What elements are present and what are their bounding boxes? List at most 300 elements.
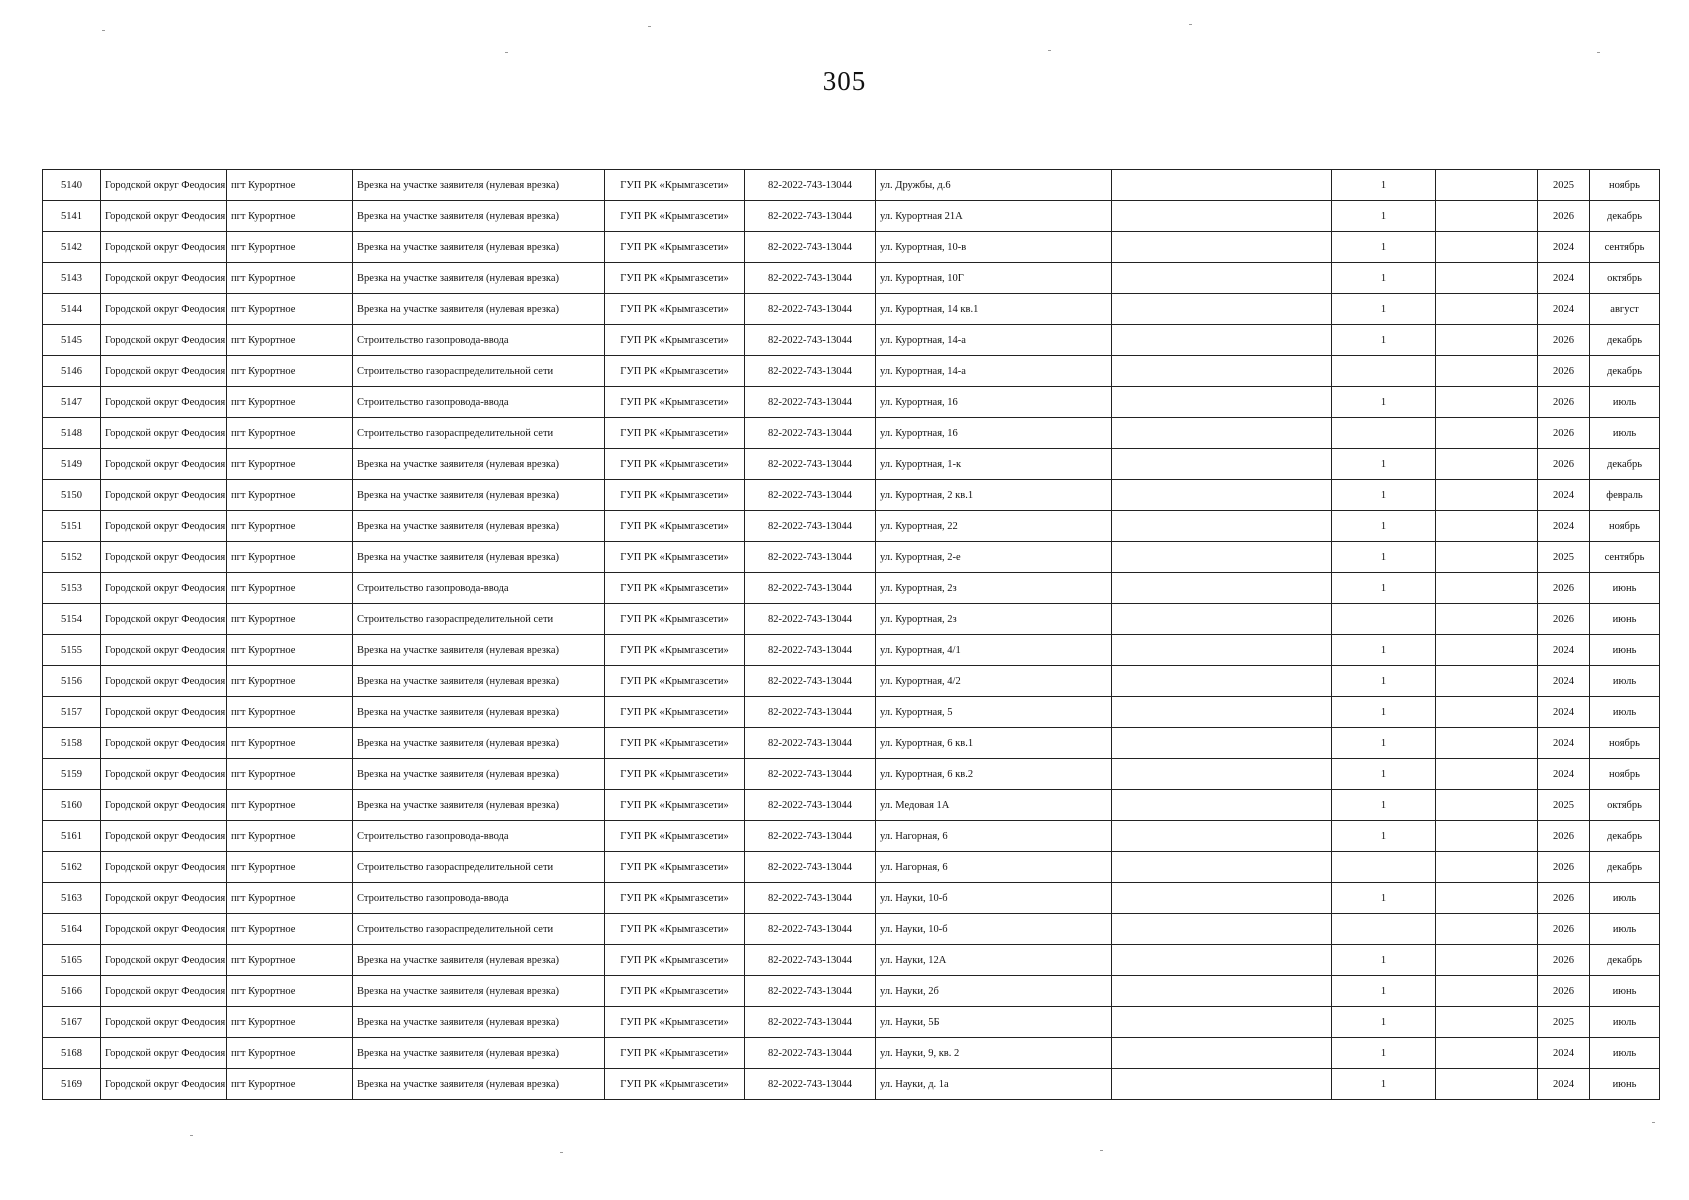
- work-type-cell: Врезка на участке заявителя (нулевая врезка): [353, 697, 605, 728]
- row-number: 5141: [43, 201, 101, 232]
- organization-cell: ГУП РК «Крымгазсети»: [605, 635, 745, 666]
- row-number: 5145: [43, 325, 101, 356]
- month-cell: август: [1590, 294, 1660, 325]
- extra-cell: [1436, 542, 1538, 573]
- quantity-cell: 1: [1332, 325, 1436, 356]
- table-row: [43, 573, 1660, 604]
- quantity-cell: 1: [1332, 976, 1436, 1007]
- year-cell: 2024: [1538, 480, 1590, 511]
- quantity-cell: 1: [1332, 945, 1436, 976]
- year-cell: 2026: [1538, 449, 1590, 480]
- work-type-cell: Строительство газопровода-ввода: [353, 325, 605, 356]
- quantity-cell: 1: [1332, 697, 1436, 728]
- program-code-cell: 82-2022-743-13044: [745, 325, 876, 356]
- work-type-cell: Строительство газопровода-ввода: [353, 883, 605, 914]
- organization-cell: ГУП РК «Крымгазсети»: [605, 573, 745, 604]
- table-row: [43, 945, 1660, 976]
- locality-cell: пгт Курортное: [227, 387, 353, 418]
- locality-cell: пгт Курортное: [227, 511, 353, 542]
- district-cell: Городской округ Феодосия: [101, 449, 227, 480]
- table-row: [43, 418, 1660, 449]
- month-cell: декабрь: [1590, 201, 1660, 232]
- page-number: 305: [822, 66, 867, 96]
- address-cell: ул. Курортная, 16: [876, 418, 1112, 449]
- locality-cell: пгт Курортное: [227, 1007, 353, 1038]
- program-code-cell: 82-2022-743-13044: [745, 1069, 876, 1100]
- table-row: [43, 666, 1660, 697]
- row-number: 5153: [43, 573, 101, 604]
- organization-cell: ГУП РК «Крымгазсети»: [605, 294, 745, 325]
- note-cell: [1112, 325, 1332, 356]
- table-row: [43, 914, 1660, 945]
- note-cell: [1112, 418, 1332, 449]
- district-cell: Городской округ Феодосия: [101, 418, 227, 449]
- row-number: 5162: [43, 852, 101, 883]
- table-row: [43, 1007, 1660, 1038]
- address-cell: ул. Науки, 9, кв. 2: [876, 1038, 1112, 1069]
- month-cell: июль: [1590, 697, 1660, 728]
- scan-speck: [505, 52, 508, 53]
- program-code-cell: 82-2022-743-13044: [745, 232, 876, 263]
- address-cell: ул. Нагорная, 6: [876, 821, 1112, 852]
- work-type-cell: Врезка на участке заявителя (нулевая врезка): [353, 1038, 605, 1069]
- scan-speck: [648, 26, 651, 27]
- year-cell: 2024: [1538, 1069, 1590, 1100]
- year-cell: 2026: [1538, 573, 1590, 604]
- table-row: [43, 635, 1660, 666]
- table-row: [43, 387, 1660, 418]
- scan-speck: [1652, 1122, 1655, 1123]
- table-row: [43, 511, 1660, 542]
- work-type-cell: Строительство газораспределительной сети: [353, 604, 605, 635]
- work-type-cell: Строительство газораспределительной сети: [353, 914, 605, 945]
- row-number: 5166: [43, 976, 101, 1007]
- work-type-cell: Строительство газопровода-ввода: [353, 387, 605, 418]
- address-cell: ул. Нагорная, 6: [876, 852, 1112, 883]
- month-cell: февраль: [1590, 480, 1660, 511]
- table-row: [43, 821, 1660, 852]
- district-cell: Городской округ Феодосия: [101, 635, 227, 666]
- program-code-cell: 82-2022-743-13044: [745, 635, 876, 666]
- row-number: 5144: [43, 294, 101, 325]
- locality-cell: пгт Курортное: [227, 232, 353, 263]
- note-cell: [1112, 542, 1332, 573]
- district-cell: Городской округ Феодосия: [101, 976, 227, 1007]
- note-cell: [1112, 604, 1332, 635]
- row-number: 5167: [43, 1007, 101, 1038]
- note-cell: [1112, 728, 1332, 759]
- locality-cell: пгт Курортное: [227, 1069, 353, 1100]
- organization-cell: ГУП РК «Крымгазсети»: [605, 883, 745, 914]
- work-type-cell: Врезка на участке заявителя (нулевая врезка): [353, 666, 605, 697]
- district-cell: Городской округ Феодосия: [101, 821, 227, 852]
- locality-cell: пгт Курортное: [227, 1038, 353, 1069]
- quantity-cell: 1: [1332, 263, 1436, 294]
- program-code-cell: 82-2022-743-13044: [745, 883, 876, 914]
- work-type-cell: Врезка на участке заявителя (нулевая врезка): [353, 728, 605, 759]
- quantity-cell: 1: [1332, 666, 1436, 697]
- program-code-cell: 82-2022-743-13044: [745, 914, 876, 945]
- district-cell: Городской округ Феодосия: [101, 1038, 227, 1069]
- row-number: 5146: [43, 356, 101, 387]
- quantity-cell: 1: [1332, 170, 1436, 201]
- table-row: [43, 201, 1660, 232]
- year-cell: 2024: [1538, 232, 1590, 263]
- note-cell: [1112, 201, 1332, 232]
- note-cell: [1112, 759, 1332, 790]
- program-code-cell: 82-2022-743-13044: [745, 666, 876, 697]
- note-cell: [1112, 945, 1332, 976]
- table-row: [43, 728, 1660, 759]
- month-cell: декабрь: [1590, 945, 1660, 976]
- month-cell: ноябрь: [1590, 728, 1660, 759]
- program-code-cell: 82-2022-743-13044: [745, 418, 876, 449]
- note-cell: [1112, 263, 1332, 294]
- address-cell: ул. Курортная, 2з: [876, 573, 1112, 604]
- month-cell: июль: [1590, 666, 1660, 697]
- year-cell: 2026: [1538, 604, 1590, 635]
- work-type-cell: Врезка на участке заявителя (нулевая врезка): [353, 790, 605, 821]
- month-cell: июнь: [1590, 635, 1660, 666]
- program-code-cell: 82-2022-743-13044: [745, 542, 876, 573]
- month-cell: декабрь: [1590, 449, 1660, 480]
- organization-cell: ГУП РК «Крымгазсети»: [605, 263, 745, 294]
- address-cell: ул. Курортная, 1-к: [876, 449, 1112, 480]
- extra-cell: [1436, 387, 1538, 418]
- locality-cell: пгт Курортное: [227, 821, 353, 852]
- program-code-cell: 82-2022-743-13044: [745, 511, 876, 542]
- locality-cell: пгт Курортное: [227, 480, 353, 511]
- extra-cell: [1436, 418, 1538, 449]
- address-cell: ул. Курортная, 10-в: [876, 232, 1112, 263]
- note-cell: [1112, 356, 1332, 387]
- extra-cell: [1436, 914, 1538, 945]
- row-number: 5168: [43, 1038, 101, 1069]
- locality-cell: пгт Курортное: [227, 356, 353, 387]
- address-cell: ул. Науки, 2б: [876, 976, 1112, 1007]
- quantity-cell: 1: [1332, 1069, 1436, 1100]
- extra-cell: [1436, 356, 1538, 387]
- locality-cell: пгт Курортное: [227, 604, 353, 635]
- year-cell: 2024: [1538, 635, 1590, 666]
- work-type-cell: Врезка на участке заявителя (нулевая врезка): [353, 294, 605, 325]
- locality-cell: пгт Курортное: [227, 449, 353, 480]
- table-row: [43, 480, 1660, 511]
- year-cell: 2026: [1538, 976, 1590, 1007]
- quantity-cell: 1: [1332, 387, 1436, 418]
- note-cell: [1112, 170, 1332, 201]
- row-number: 5148: [43, 418, 101, 449]
- scan-speck: [190, 1135, 193, 1136]
- work-type-cell: Врезка на участке заявителя (нулевая врезка): [353, 263, 605, 294]
- organization-cell: ГУП РК «Крымгазсети»: [605, 387, 745, 418]
- address-cell: ул. Науки, 10-б: [876, 914, 1112, 945]
- month-cell: ноябрь: [1590, 759, 1660, 790]
- organization-cell: ГУП РК «Крымгазсети»: [605, 449, 745, 480]
- locality-cell: пгт Курортное: [227, 666, 353, 697]
- year-cell: 2026: [1538, 852, 1590, 883]
- scan-speck: [560, 1152, 563, 1153]
- note-cell: [1112, 914, 1332, 945]
- address-cell: ул. Науки, 5Б: [876, 1007, 1112, 1038]
- address-cell: ул. Науки, 12А: [876, 945, 1112, 976]
- organization-cell: ГУП РК «Крымгазсети»: [605, 697, 745, 728]
- work-type-cell: Строительство газораспределительной сети: [353, 852, 605, 883]
- organization-cell: ГУП РК «Крымгазсети»: [605, 759, 745, 790]
- month-cell: декабрь: [1590, 852, 1660, 883]
- program-code-cell: 82-2022-743-13044: [745, 697, 876, 728]
- organization-cell: ГУП РК «Крымгазсети»: [605, 666, 745, 697]
- address-cell: ул. Науки, 10-б: [876, 883, 1112, 914]
- program-code-cell: 82-2022-743-13044: [745, 821, 876, 852]
- work-type-cell: Врезка на участке заявителя (нулевая врезка): [353, 201, 605, 232]
- table-row: [43, 697, 1660, 728]
- year-cell: 2024: [1538, 263, 1590, 294]
- organization-cell: ГУП РК «Крымгазсети»: [605, 821, 745, 852]
- quantity-cell: [1332, 356, 1436, 387]
- district-cell: Городской округ Феодосия: [101, 604, 227, 635]
- organization-cell: ГУП РК «Крымгазсети»: [605, 201, 745, 232]
- work-type-cell: Врезка на участке заявителя (нулевая врезка): [353, 1069, 605, 1100]
- row-number: 5155: [43, 635, 101, 666]
- locality-cell: пгт Курортное: [227, 852, 353, 883]
- work-type-cell: Врезка на участке заявителя (нулевая врезка): [353, 976, 605, 1007]
- month-cell: июль: [1590, 914, 1660, 945]
- month-cell: июнь: [1590, 976, 1660, 1007]
- district-cell: Городской округ Феодосия: [101, 201, 227, 232]
- district-cell: Городской округ Феодосия: [101, 1069, 227, 1100]
- address-cell: ул. Курортная, 14-а: [876, 325, 1112, 356]
- register-table: [42, 169, 1660, 1100]
- work-type-cell: Строительство газораспределительной сети: [353, 356, 605, 387]
- address-cell: ул. Курортная, 2з: [876, 604, 1112, 635]
- table-row: [43, 852, 1660, 883]
- row-number: 5159: [43, 759, 101, 790]
- year-cell: 2024: [1538, 1038, 1590, 1069]
- table-row: [43, 790, 1660, 821]
- note-cell: [1112, 511, 1332, 542]
- extra-cell: [1436, 573, 1538, 604]
- row-number: 5143: [43, 263, 101, 294]
- note-cell: [1112, 1038, 1332, 1069]
- scan-speck: [1048, 50, 1051, 51]
- year-cell: 2024: [1538, 294, 1590, 325]
- row-number: 5151: [43, 511, 101, 542]
- month-cell: июль: [1590, 883, 1660, 914]
- locality-cell: пгт Курортное: [227, 945, 353, 976]
- quantity-cell: 1: [1332, 294, 1436, 325]
- row-number: 5147: [43, 387, 101, 418]
- extra-cell: [1436, 759, 1538, 790]
- district-cell: Городской округ Феодосия: [101, 945, 227, 976]
- district-cell: Городской округ Феодосия: [101, 759, 227, 790]
- address-cell: ул. Курортная, 2 кв.1: [876, 480, 1112, 511]
- locality-cell: пгт Курортное: [227, 418, 353, 449]
- organization-cell: ГУП РК «Крымгазсети»: [605, 1038, 745, 1069]
- table-row: [43, 1038, 1660, 1069]
- row-number: 5158: [43, 728, 101, 759]
- month-cell: октябрь: [1590, 263, 1660, 294]
- program-code-cell: 82-2022-743-13044: [745, 356, 876, 387]
- row-number: 5156: [43, 666, 101, 697]
- locality-cell: пгт Курортное: [227, 914, 353, 945]
- note-cell: [1112, 883, 1332, 914]
- district-cell: Городской округ Феодосия: [101, 790, 227, 821]
- organization-cell: ГУП РК «Крымгазсети»: [605, 511, 745, 542]
- locality-cell: пгт Курортное: [227, 325, 353, 356]
- row-number: 5161: [43, 821, 101, 852]
- month-cell: сентябрь: [1590, 542, 1660, 573]
- program-code-cell: 82-2022-743-13044: [745, 449, 876, 480]
- quantity-cell: 1: [1332, 232, 1436, 263]
- address-cell: ул. Курортная, 4/1: [876, 635, 1112, 666]
- locality-cell: пгт Курортное: [227, 697, 353, 728]
- month-cell: июль: [1590, 387, 1660, 418]
- table-row: [43, 883, 1660, 914]
- district-cell: Городской округ Феодосия: [101, 914, 227, 945]
- year-cell: 2024: [1538, 511, 1590, 542]
- note-cell: [1112, 852, 1332, 883]
- note-cell: [1112, 387, 1332, 418]
- quantity-cell: [1332, 418, 1436, 449]
- address-cell: ул. Курортная, 14 кв.1: [876, 294, 1112, 325]
- quantity-cell: 1: [1332, 1007, 1436, 1038]
- month-cell: декабрь: [1590, 356, 1660, 387]
- extra-cell: [1436, 666, 1538, 697]
- table-row: [43, 325, 1660, 356]
- table-row: [43, 542, 1660, 573]
- district-cell: Городской округ Феодосия: [101, 263, 227, 294]
- quantity-cell: 1: [1332, 449, 1436, 480]
- month-cell: сентябрь: [1590, 232, 1660, 263]
- year-cell: 2024: [1538, 697, 1590, 728]
- locality-cell: пгт Курортное: [227, 728, 353, 759]
- year-cell: 2026: [1538, 914, 1590, 945]
- quantity-cell: [1332, 914, 1436, 945]
- year-cell: 2026: [1538, 883, 1590, 914]
- address-cell: ул. Медовая 1А: [876, 790, 1112, 821]
- month-cell: июнь: [1590, 604, 1660, 635]
- quantity-cell: 1: [1332, 635, 1436, 666]
- organization-cell: ГУП РК «Крымгазсети»: [605, 914, 745, 945]
- work-type-cell: Строительство газопровода-ввода: [353, 573, 605, 604]
- month-cell: декабрь: [1590, 821, 1660, 852]
- address-cell: ул. Курортная, 5: [876, 697, 1112, 728]
- month-cell: октябрь: [1590, 790, 1660, 821]
- extra-cell: [1436, 883, 1538, 914]
- note-cell: [1112, 480, 1332, 511]
- district-cell: Городской округ Феодосия: [101, 325, 227, 356]
- table-row: [43, 976, 1660, 1007]
- locality-cell: пгт Курортное: [227, 883, 353, 914]
- extra-cell: [1436, 232, 1538, 263]
- note-cell: [1112, 790, 1332, 821]
- address-cell: ул. Курортная, 10Г: [876, 263, 1112, 294]
- program-code-cell: 82-2022-743-13044: [745, 728, 876, 759]
- year-cell: 2024: [1538, 728, 1590, 759]
- organization-cell: ГУП РК «Крымгазсети»: [605, 604, 745, 635]
- district-cell: Городской округ Феодосия: [101, 511, 227, 542]
- row-number: 5165: [43, 945, 101, 976]
- extra-cell: [1436, 852, 1538, 883]
- table-row: [43, 294, 1660, 325]
- table-body: [43, 170, 1660, 1100]
- work-type-cell: Строительство газораспределительной сети: [353, 418, 605, 449]
- month-cell: декабрь: [1590, 325, 1660, 356]
- program-code-cell: 82-2022-743-13044: [745, 170, 876, 201]
- program-code-cell: 82-2022-743-13044: [745, 1038, 876, 1069]
- program-code-cell: 82-2022-743-13044: [745, 201, 876, 232]
- table-row: [43, 449, 1660, 480]
- quantity-cell: 1: [1332, 511, 1436, 542]
- district-cell: Городской округ Феодосия: [101, 480, 227, 511]
- quantity-cell: 1: [1332, 480, 1436, 511]
- table-row: [43, 232, 1660, 263]
- table-row: [43, 263, 1660, 294]
- organization-cell: ГУП РК «Крымгазсети»: [605, 170, 745, 201]
- organization-cell: ГУП РК «Крымгазсети»: [605, 418, 745, 449]
- extra-cell: [1436, 263, 1538, 294]
- work-type-cell: Врезка на участке заявителя (нулевая врезка): [353, 511, 605, 542]
- district-cell: Городской округ Феодосия: [101, 170, 227, 201]
- note-cell: [1112, 976, 1332, 1007]
- month-cell: июль: [1590, 418, 1660, 449]
- work-type-cell: Врезка на участке заявителя (нулевая врезка): [353, 635, 605, 666]
- program-code-cell: 82-2022-743-13044: [745, 480, 876, 511]
- quantity-cell: 1: [1332, 883, 1436, 914]
- note-cell: [1112, 1069, 1332, 1100]
- organization-cell: ГУП РК «Крымгазсети»: [605, 542, 745, 573]
- year-cell: 2024: [1538, 666, 1590, 697]
- program-code-cell: 82-2022-743-13044: [745, 263, 876, 294]
- program-code-cell: 82-2022-743-13044: [745, 387, 876, 418]
- district-cell: Городской округ Феодосия: [101, 883, 227, 914]
- row-number: 5163: [43, 883, 101, 914]
- scan-speck: [1597, 52, 1600, 53]
- note-cell: [1112, 635, 1332, 666]
- extra-cell: [1436, 511, 1538, 542]
- extra-cell: [1436, 635, 1538, 666]
- year-cell: 2025: [1538, 542, 1590, 573]
- program-code-cell: 82-2022-743-13044: [745, 759, 876, 790]
- extra-cell: [1436, 480, 1538, 511]
- scan-speck: [1100, 1150, 1103, 1151]
- month-cell: ноябрь: [1590, 170, 1660, 201]
- row-number: 5160: [43, 790, 101, 821]
- district-cell: Городской округ Феодосия: [101, 852, 227, 883]
- quantity-cell: 1: [1332, 790, 1436, 821]
- organization-cell: ГУП РК «Крымгазсети»: [605, 1069, 745, 1100]
- address-cell: ул. Курортная, 22: [876, 511, 1112, 542]
- program-code-cell: 82-2022-743-13044: [745, 852, 876, 883]
- quantity-cell: 1: [1332, 759, 1436, 790]
- row-number: 5150: [43, 480, 101, 511]
- extra-cell: [1436, 325, 1538, 356]
- district-cell: Городской округ Феодосия: [101, 728, 227, 759]
- organization-cell: ГУП РК «Крымгазсети»: [605, 232, 745, 263]
- year-cell: 2026: [1538, 325, 1590, 356]
- locality-cell: пгт Курортное: [227, 573, 353, 604]
- organization-cell: ГУП РК «Крымгазсети»: [605, 356, 745, 387]
- district-cell: Городской округ Феодосия: [101, 387, 227, 418]
- work-type-cell: Врезка на участке заявителя (нулевая врезка): [353, 542, 605, 573]
- address-cell: ул. Курортная, 14-а: [876, 356, 1112, 387]
- organization-cell: ГУП РК «Крымгазсети»: [605, 976, 745, 1007]
- extra-cell: [1436, 1007, 1538, 1038]
- year-cell: 2026: [1538, 356, 1590, 387]
- scan-speck: [1189, 24, 1192, 25]
- extra-cell: [1436, 790, 1538, 821]
